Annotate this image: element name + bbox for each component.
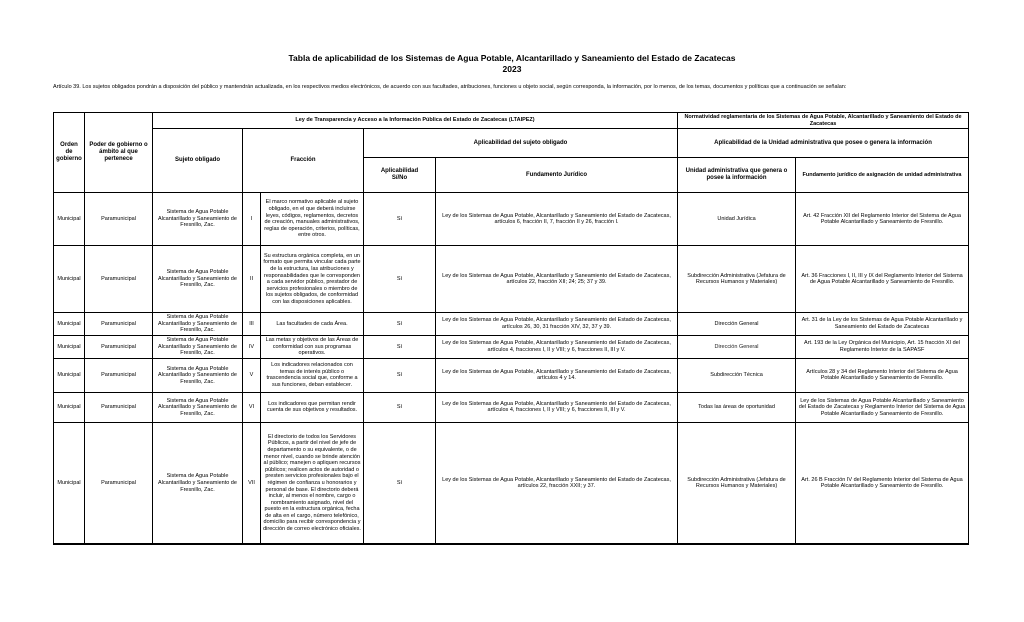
cell-fraccion-descripcion: Las metas y objetivos de las Áreas de conformidad con sus programas operativos. xyxy=(261,335,364,358)
title-block xyxy=(0,53,1024,75)
cell-sujeto-obligado: Sistema de Agua Potable Alcantarillado y Saneamiento de Fresnillo, Zac. xyxy=(153,193,243,246)
cell-fraccion-numero: III xyxy=(243,313,261,336)
cell-orden: Municipal xyxy=(54,358,85,392)
header-fundamento-asignacion: Fundamento jurídico de asignación de unidad administrativa xyxy=(796,158,969,193)
cell-fundamento-juridico: Ley de los Sistemas de Agua Potable, Alcantarillado y Saneamiento del Estado de Zacatecas, artículos 6, fracción II, 7, fracción II y 26, fracción I. xyxy=(436,193,678,246)
cell-fundamento-juridico: Ley de los Sistemas de Agua Potable, Alcantarillado y Saneamiento del Estado de Zacatecas, artículos 4, fracciones I, II y VIII; y 6, fracciones II, III y V. xyxy=(436,392,678,422)
cell-fraccion-numero: I xyxy=(243,193,261,246)
cell-unidad-administrativa: Subdirección Administrativa (Jefatura de Recursos Humanos y Materiales) xyxy=(678,422,796,544)
cell-fraccion-descripcion: Su estructura orgánica completa, en un formato que permita vincular cada parte de la estructura, las atribuciones y responsabilidades que le corresponden a cada servidor público, prestador de servicios profesionales o miembro de los sujetos obligados, de conformidad con las disposiciones aplicables. xyxy=(261,246,364,313)
cell-aplicabilidad: Sí xyxy=(364,335,436,358)
header-aplicabilidad-si-no xyxy=(364,158,436,193)
cell-sujeto-obligado: Sistema de Agua Potable Alcantarillado y Saneamiento de Fresnillo, Zac. xyxy=(153,313,243,336)
table-row-fraccion-6 xyxy=(54,392,969,422)
cell-aplicabilidad: Sí xyxy=(364,246,436,313)
cell-fraccion-descripcion: Los indicadores relacionados con temas de interés público o trascendencia social que, conforme a sus funciones, deban establecer. xyxy=(261,358,364,392)
cell-sujeto-obligado: Sistema de Agua Potable Alcantarillado y Saneamiento de Fresnillo, Zac. xyxy=(153,392,243,422)
cell-fraccion-numero: IV xyxy=(243,335,261,358)
cell-aplicabilidad: Sí xyxy=(364,422,436,544)
cell-aplicabilidad: Sí xyxy=(364,193,436,246)
cell-sujeto-obligado: Sistema de Agua Potable Alcantarillado y Saneamiento de Fresnillo, Zac. xyxy=(153,335,243,358)
cell-unidad-administrativa: Subdirección Técnica xyxy=(678,358,796,392)
header-aplicabilidad-line1: Aplicabilidad xyxy=(380,168,419,174)
cell-orden: Municipal xyxy=(54,335,85,358)
header-orden-de-gobierno: Orden de gobierno xyxy=(54,113,85,193)
header-fraccion: Fracción xyxy=(243,129,364,193)
table-row-fraccion-7 xyxy=(54,422,969,544)
document-title: Tabla de aplicabilidad de los Sistemas de Agua Potable, Alcantarillado y Saneamiento del Estado de Zacatecas xyxy=(288,53,736,63)
cell-fundamento-asignacion: Art. 193 de la Ley Orgánica del Municipio, Art. 15 fracción XI del Reglamento Interior de la SAPASF xyxy=(796,335,969,358)
table-row-fraccion-2 xyxy=(54,246,969,313)
cell-poder: Paramunicipal xyxy=(85,358,153,392)
cell-sujeto-obligado: Sistema de Agua Potable Alcantarillado y Saneamiento de Fresnillo, Zac. xyxy=(153,422,243,544)
cell-fraccion-descripcion: Las facultades de cada Área. xyxy=(261,313,364,336)
cell-poder: Paramunicipal xyxy=(85,246,153,313)
cell-fundamento-juridico: Ley de los Sistemas de Agua Potable, Alcantarillado y Saneamiento del Estado de Zacatecas, artículos 22, fracción XII; 24; 25; 37 y 39. xyxy=(436,246,678,313)
cell-aplicabilidad: Sí xyxy=(364,358,436,392)
cell-fraccion-descripcion: Los indicadores que permitan rendir cuenta de sus objetivos y resultados. xyxy=(261,392,364,422)
header-fundamento-juridico: Fundamento Jurídico xyxy=(436,158,678,193)
header-aplicabilidad-unidad: Aplicabilidad de la Unidad administrativa que posee o genera la información xyxy=(678,129,969,158)
cell-unidad-administrativa: Dirección General xyxy=(678,313,796,336)
cell-orden: Municipal xyxy=(54,392,85,422)
cell-poder: Paramunicipal xyxy=(85,193,153,246)
cell-sujeto-obligado: Sistema de Agua Potable Alcantarillado y Saneamiento de Fresnillo, Zac. xyxy=(153,358,243,392)
cell-aplicabilidad: Sí xyxy=(364,392,436,422)
cell-sujeto-obligado: Sistema de Agua Potable Alcantarillado y Saneamiento de Fresnillo, Zac. xyxy=(153,246,243,313)
table-row-fraccion-5 xyxy=(54,358,969,392)
cell-unidad-administrativa: Unidad Jurídica xyxy=(678,193,796,246)
cell-fraccion-descripcion: El marco normativo aplicable al sujeto obligado, en el que deberá incluirse leyes, códigos, reglamentos, decretos de creación, manuales administrativos, reglas de operación, criterios, políticas, entre otros. xyxy=(261,193,364,246)
cell-aplicabilidad: Sí xyxy=(364,313,436,336)
cell-fundamento-asignacion: Art. 26 B Fracción IV del Reglamento Interior del Sistema de Agua Potable Alcantarillado y Saneamiento de Fresnillo. xyxy=(796,422,969,544)
cell-unidad-administrativa: Todas las áreas de oportunidad xyxy=(678,392,796,422)
header-ltaipez: Ley de Transparencia y Acceso a la Información Pública del Estado de Zacatecas (LTAIPEZ) xyxy=(153,113,678,129)
intro-paragraph: Artículo 39. Los sujetos obligados pondrán a disposición del público y mantendrán actualizada, en los respectivos medios electrónicos, de acuerdo con sus facultades, atribuciones, funciones u objeto social, según corresponda, la información, por lo menos, de los temas, documentos y políticas que a continuación se señalan: xyxy=(53,84,847,90)
table-row-fraccion-1 xyxy=(54,193,969,246)
header-row-2 xyxy=(54,129,969,158)
cell-unidad-administrativa: Subdirección Administrativa (Jefatura de Recursos Humanos y Materiales) xyxy=(678,246,796,313)
cell-fraccion-descripcion: El directorio de todos los Servidores Públicos, a partir del nivel de jefe de departamento o su equivalente, o de menor nivel, cuando se brinde atención al público; manejen o apliquen recursos públicos; realicen actos de autoridad o presten servicios profesionales bajo el régimen de confianza u honorarios y personal de base. El directorio deberá incluir, al menos el nombre, cargo o nombramiento asignado, nivel del puesto en la estructura orgánica, fecha de alta en el cargo, número telefónico, domicilio para recibir correspondencia y dirección de correo electrónico oficiales. xyxy=(261,422,364,544)
cell-fundamento-juridico: Ley de los Sistemas de Agua Potable, Alcantarillado y Saneamiento del Estado de Zacatecas, artículos 26, 30, 31 fracción XIV, 32, 37 y 39. xyxy=(436,313,678,336)
cell-poder: Paramunicipal xyxy=(85,313,153,336)
header-normatividad: Normatividad reglamentaria de los Sistemas de Agua Potable, Alcantarillado y Saneamiento del Estado de Zacatecas xyxy=(678,113,969,129)
cell-unidad-administrativa: Dirección General xyxy=(678,335,796,358)
cell-poder: Paramunicipal xyxy=(85,335,153,358)
header-poder-de-gobierno: Poder de gobierno o ámbito al que pertenece xyxy=(85,113,153,193)
document-year: 2023 xyxy=(502,64,522,75)
header-aplicabilidad-sujeto: Aplicabilidad del sujeto obligado xyxy=(364,129,678,158)
header-aplicabilidad-line2: Sí/No xyxy=(391,175,408,182)
cell-poder: Paramunicipal xyxy=(85,392,153,422)
cell-fundamento-asignacion: Art. 36 Fracciones I, II, III y IX del Reglamento Interior del Sistema de Agua Potable Alcantarillado y Saneamiento de Fresnillo. xyxy=(796,246,969,313)
table-row-fraccion-4 xyxy=(54,335,969,358)
applicability-table xyxy=(53,112,969,545)
cell-poder: Paramunicipal xyxy=(85,422,153,544)
cell-fundamento-asignacion: Artículos 28 y 34 del Reglamento Interior del Sistema de Agua Potable Alcantarillado y Saneamiento de Fresnillo. xyxy=(796,358,969,392)
cell-orden: Municipal xyxy=(54,246,85,313)
cell-fraccion-numero: VII xyxy=(243,422,261,544)
cell-fundamento-juridico: Ley de los Sistemas de Agua Potable, Alcantarillado y Saneamiento del Estado de Zacatecas, artículos 4, fracciones I, II y VIII; y 6, fracciones II, III y V. xyxy=(436,335,678,358)
cell-fraccion-numero: V xyxy=(243,358,261,392)
header-unidad-administrativa: Unidad administrativa que genera o posee la información xyxy=(678,158,796,193)
cell-fundamento-asignacion: Ley de los Sistemas de Agua Potable Alcantarillado y Saneamiento del Estado de Zacatecas y Reglamento Interior del Sistema de Agua Potable Alcantarillado y Saneamiento de Fresnillo. xyxy=(796,392,969,422)
cell-orden: Municipal xyxy=(54,422,85,544)
cell-fundamento-juridico: Ley de los Sistemas de Agua Potable, Alcantarillado y Saneamiento del Estado de Zacatecas, artículos 4 y 14. xyxy=(436,358,678,392)
table-row-fraccion-3 xyxy=(54,313,969,336)
cell-fraccion-numero: II xyxy=(243,246,261,313)
header-sujeto-obligado: Sujeto obligado xyxy=(153,129,243,193)
cell-orden: Municipal xyxy=(54,193,85,246)
cell-fundamento-asignacion: Art. 31 de la Ley de los Sistemas de Agua Potable Alcantarillado y Saneamiento del Estado de Zacatecas xyxy=(796,313,969,336)
cell-orden: Municipal xyxy=(54,313,85,336)
header-row-1 xyxy=(54,113,969,129)
cell-fundamento-asignacion: Art. 42 Fracción XII del Reglamento Interior del Sistema de Agua Potable Alcantarillado y Saneamiento de Fresnillo. xyxy=(796,193,969,246)
cell-fraccion-numero: VI xyxy=(243,392,261,422)
cell-fundamento-juridico: Ley de los Sistemas de Agua Potable, Alcantarillado y Saneamiento del Estado de Zacatecas, artículos 22, fracción XXII; y 37. xyxy=(436,422,678,544)
